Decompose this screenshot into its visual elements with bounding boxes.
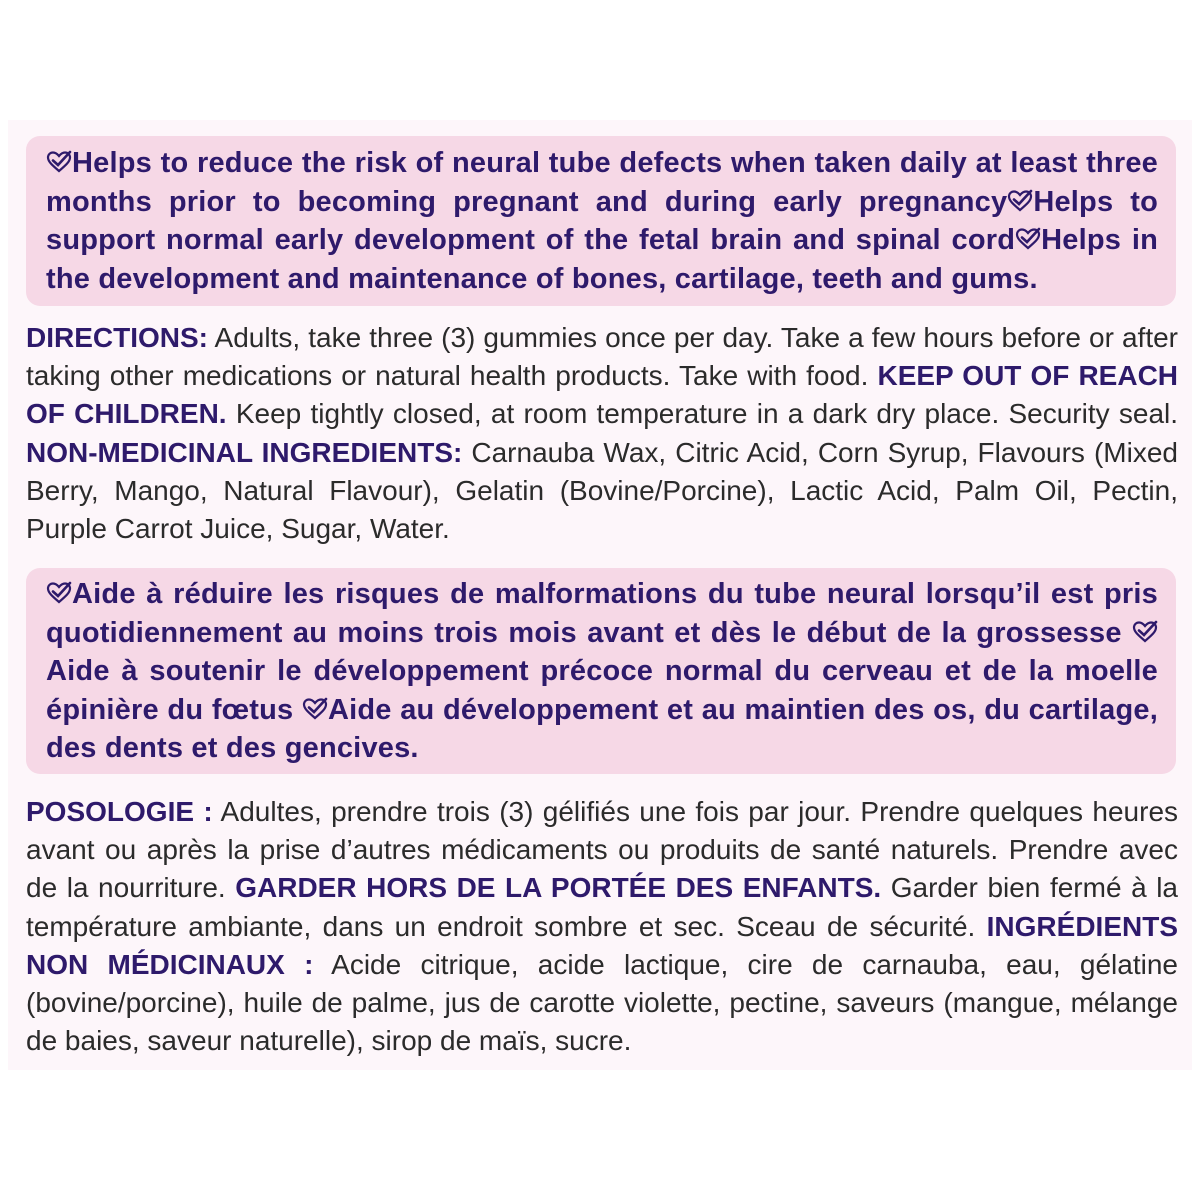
claim-fr-2: Aide à soutenir le développement précoce normal du cerveau et de la moelle épinière du fœtus (46, 655, 1158, 726)
claim-en-3: Helps in the development and maintenance of bones, cartilage, teeth and gums. (46, 224, 1158, 295)
claim-en-2: Helps to support normal early development of the fetal brain and spinal cord (46, 185, 1159, 256)
ingredients-label-fr: INGRÉDIENTS NON MÉDICINAUX : (26, 910, 1179, 980)
check-heart-icon (1007, 189, 1033, 213)
check-heart-icon (46, 581, 72, 605)
check-heart-icon (1132, 620, 1158, 644)
warning-text-fr: GARDER HORS DE LA PORTÉE DES ENFANTS. (235, 872, 882, 904)
directions-label: DIRECTIONS: (26, 322, 208, 353)
storage-text: Keep tightly closed, at room temperature in a dark dry place. Security seal. (235, 398, 1179, 430)
claim-fr-1: Aide à réduire les risques de malformations du tube neural lorsqu’il est pris quotidiennement au moins trois mois avant et dès le début de la grossesse (46, 578, 1158, 649)
ingredients-text-fr: Acide citrique, acide lactique, cire de carnauba, eau, gélatine (bovine/porcine), huile de palme, jus de carotte violette, pectine, saveurs (mangue, mélange de baies, saveur naturelle), sirop de maïs, sucre. (26, 948, 1178, 1057)
check-heart-icon (302, 697, 328, 721)
ingredients-text: Carnauba Wax, Citric Acid, Corn Syrup, Flavours (Mixed Berry, Mango, Natural Flavour), Gelatin (Bovine/Porcine), Lactic Acid, Palm Oil, Pectin, Purple Carrot Juice, Sugar, Water. (26, 436, 1178, 545)
claim-en-1: Helps to reduce the risk of neural tube defects when taken daily at least three months prior to becoming pregnant and during early pregnancy (46, 147, 1158, 218)
check-heart-icon (46, 150, 72, 174)
claim-fr-3: Aide au développement et au maintien des os, du cartilage, des dents et des gencives. (46, 693, 1158, 764)
directions-text: Adults, take three (3) gummies once per day. Take a few hours before or after taking other medications or natural health products. Take with food. (26, 322, 1179, 392)
directions-english (26, 319, 1178, 548)
storage-text-fr: Garder bien fermé à la température ambiante, dans un endroit sombre et sec. Sceau de sécurité. (26, 872, 1178, 942)
claims-box-english (26, 136, 1176, 306)
warning-text: KEEP OUT OF REACH OF CHILDREN. (26, 360, 1179, 430)
claims-box-french (26, 568, 1176, 774)
directions-french (26, 793, 1178, 1060)
posologie-text: Adultes, prendre trois (3) gélifiés une fois par jour. Prendre quelques heures avant ou après la prise d’autres médicaments ou produits de santé naturels. Prendre avec de la nourriture. (26, 796, 1179, 904)
ingredients-label: NON-MEDICINAL INGREDIENTS: (26, 436, 463, 468)
check-heart-icon (1015, 227, 1041, 251)
posologie-label: POSOLOGIE : (26, 796, 213, 827)
